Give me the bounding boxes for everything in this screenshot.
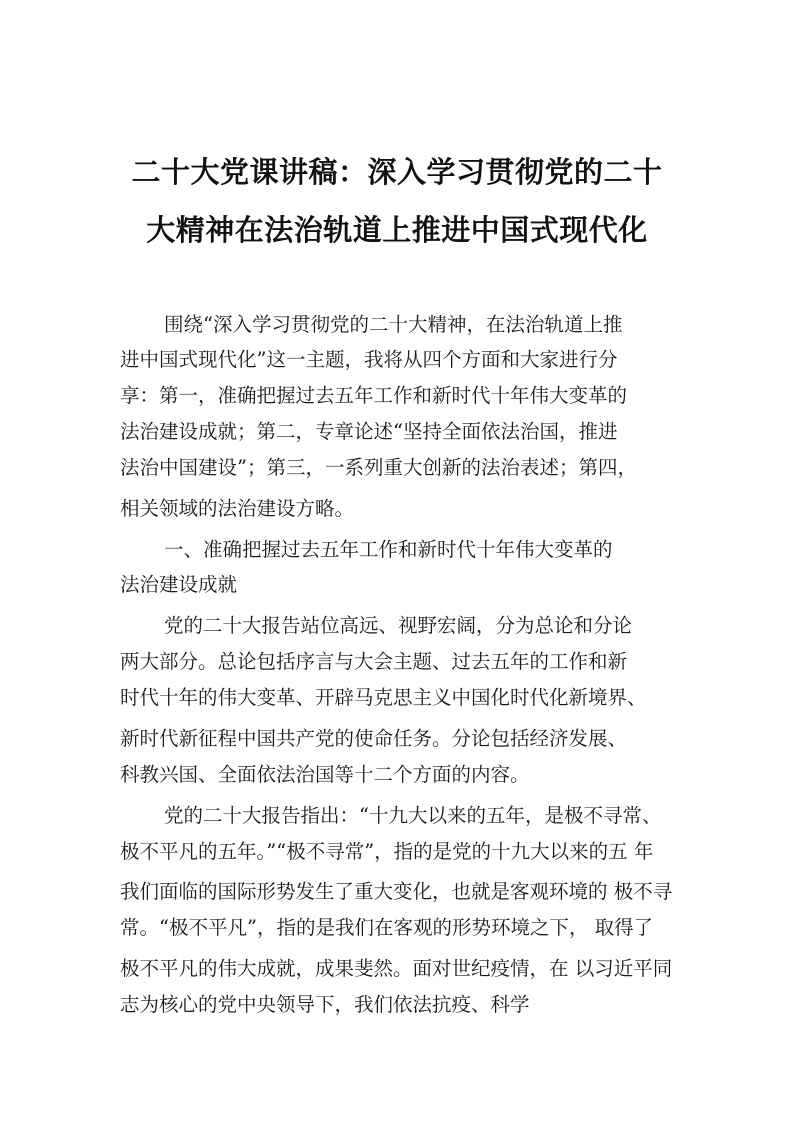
section-heading-line: 一、准确把握过去五年工作和新时代十年伟大变革的 — [164, 538, 613, 561]
body-line: 相关领域的法治建设方略。 — [120, 497, 355, 520]
body-line: 党的二十大报告指出：“十九大以来的五年，是极不寻常、 — [164, 804, 662, 827]
body-line: 时代十年的伟大变革、开辟马克思主义中国化时代化新境界、 — [120, 686, 647, 709]
body-line: 法治中国建设”；第三，一系列重大创新的法治表述；第四， — [120, 456, 637, 479]
body-line: 我们面临的国际形势发生了重大变化，也就是客观环境的 极不寻 — [120, 880, 673, 903]
body-line: 两大部分。总论包括序言与大会主题、过去五年的工作和新 — [120, 650, 628, 673]
section-heading-line: 法治建设成就 — [120, 573, 238, 596]
body-line: 法治建设成就；第二，专章论述“坚持全面依法治国，推进 — [120, 420, 618, 443]
body-line: 进中国式现代化”这一主题，我将从四个方面和大家进行分 — [120, 348, 618, 371]
body-line: 享：第一，准确把握过去五年工作和新时代十年伟大变革的 — [120, 384, 628, 407]
body-line: 围绕“深入学习贯彻党的二十大精神，在法治轨道上推 — [164, 313, 623, 336]
body-line: 党的二十大报告站位高远、视野宏阔，分为总论和分论 — [164, 614, 633, 637]
body-line: 志为核心的党中央领导下，我们依法抗疫、科学 — [120, 993, 530, 1016]
body-line: 常。“极不平凡”，指的是我们在客观的形势环境之下， 取得了 — [120, 916, 654, 939]
body-line: 极不平凡的伟大成就，成果斐然。面对世纪疫情，在 以习近平同 — [120, 957, 673, 980]
body-line: 极不平凡的五年。”“极不寻常”，指的是党的十九大以来的五 年 — [120, 840, 654, 863]
body-line: 科教兴国、全面依法治国等十二个方面的内容。 — [120, 763, 530, 786]
document-title-line-1: 二十大党课讲稿：深入学习贯彻党的二十 — [131, 155, 663, 189]
document-title-line-2: 大精神在法治轨道上推进中国式现代化 — [146, 213, 648, 247]
body-line: 新时代新征程中国共产党的使命任务。分论包括经济发展、 — [120, 727, 628, 750]
